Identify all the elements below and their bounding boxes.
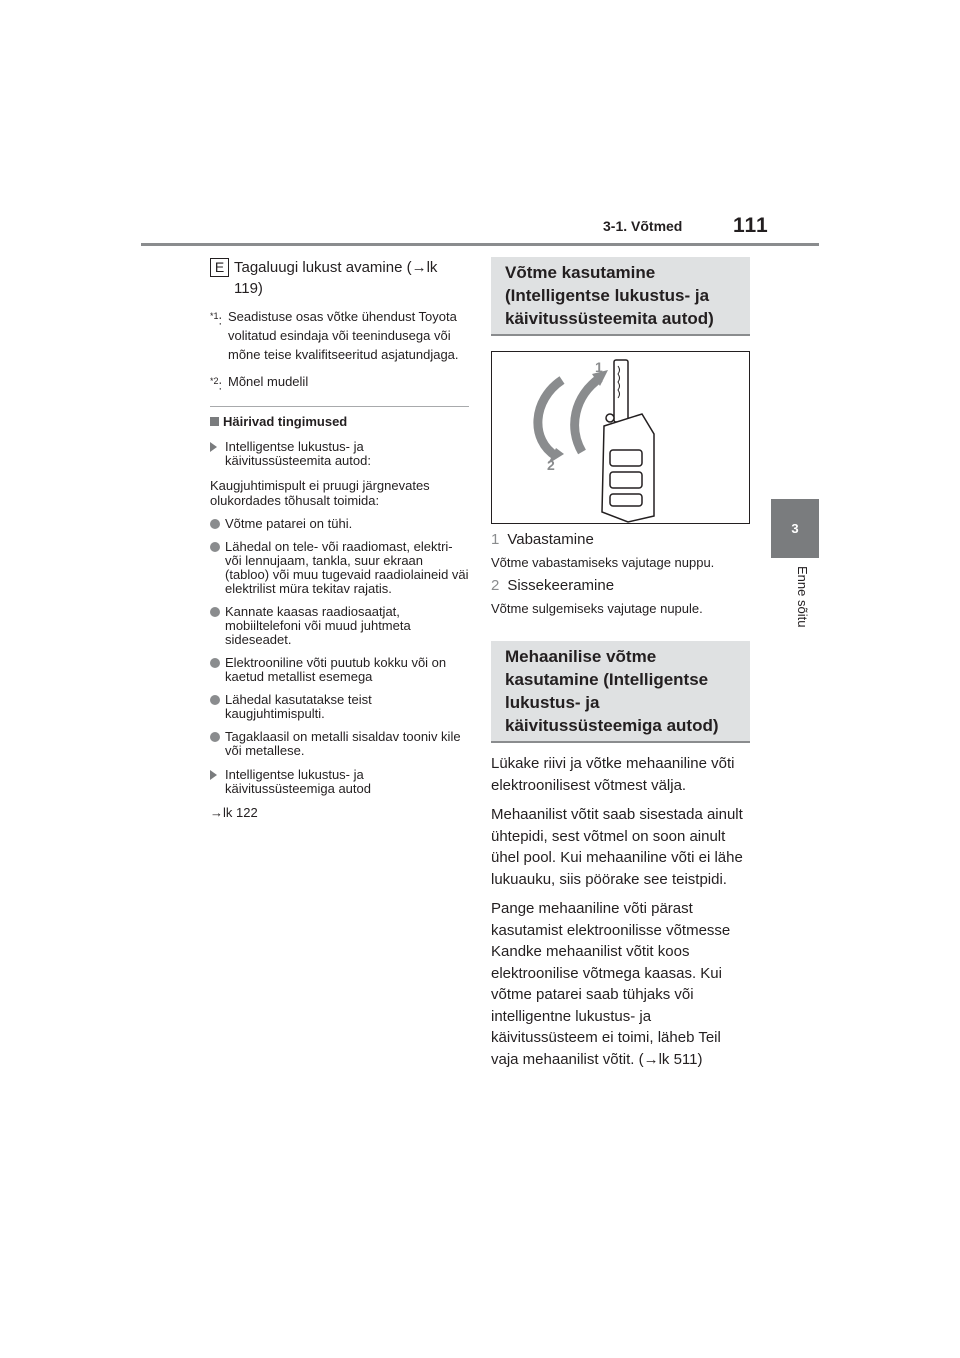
list-item: Tagaklaasil on metalli sisaldav tooniv kile või metallese. [210,730,469,758]
step-2: 2 Sissekeeramine [491,577,615,594]
list-item: Lähedal on tele- või raadiomast, elektri- või lennujaam, tankla, suur ekraan (tabloo) või muu tugevaid raadiolaineid väi elektrilist müra tekitav rajatis. [210,540,469,596]
section-title: 3-1. Võtmed [603,218,683,234]
item-e-text: Tagaluugi lukust avamine (→lk 119) [234,259,438,297]
paragraph: Mehaanilist võtit saab sisestada ainult ühtepidi, sest võtmel on soon ainult ühel pool. Kui mehaaniline võti ei lähe lukuauku, siis pöörake see teistpidi. [491,806,743,888]
arrow-item-1: Intelligentse lukustus- ja käivitussüsteemita autod: [210,440,469,468]
arrow-item-2: Intelligentse lukustus- ja käivitussüsteemiga autod [210,768,469,796]
header-rule [141,243,819,246]
release-button-icon [606,414,614,422]
footnote-1-text: Seadistuse osas võtke ühendust Toyota volitatud esindaja või teenindusega või mõne teise kvalifitseeritud asjatundjaga. [228,309,459,362]
bullet-dot-icon [210,519,220,529]
item-e-letter: E [210,258,229,277]
list-item: Elektrooniline võti puutub kokku või on kaetud metallist esemega [210,656,469,684]
list-item: Lähedal kasutatakse teist kaugjuhtimispulti. [210,693,469,721]
paragraph: Pange mehaaniline võti pärast kasutamist elektroonilisse võtmesse Kandke mehaanilist võtit koos elektroonilise võtmega kaasas. Kui võtme patarei saab tühjaks või intelligentne lukustus- ja käivitussüsteem ei toimi, läheb Teil vaja mehaanilist võtit. (→lk 511) [491,900,731,1068]
bullet-dot-icon [210,695,220,705]
fob-button-lock [610,450,642,466]
footnote-1-mark: $^{*1}$: [210,311,223,328]
footnote-1 [210,307,469,364]
subsection-heading: Häirivad tingimused [210,414,469,430]
page-number: 111 [733,214,769,237]
fob-button-trunk [610,494,642,506]
triangle-arrow-icon [210,770,217,780]
figure-label-1: 1 [595,359,603,375]
list-item: Kannate kaasas raadiosaatjat, mobiiltelefoni või muud juhtmeta sideseadet. [210,605,469,647]
list-item: Võtme patarei on tühi. [210,517,469,531]
page-reference-link[interactable]: →lk 122 [210,805,258,820]
chapter-tab: 3 [771,499,819,558]
bullet-dot-icon [210,542,220,552]
bullet-dot-icon [210,732,220,742]
paragraph: Lükake riivi ja võtke mehaaniline võti elektroonilisest võtmest välja. [491,755,735,794]
bullet-dot-icon [210,607,220,617]
step-2-description: Võtme sulgemiseks vajutage nupule. [491,601,703,616]
fob-button-unlock [610,472,642,488]
intro-text: Kaugjuhtimispult ei pruugi järgnevates olukordades tõhusalt toimida: [210,478,430,508]
key-blade-icon [614,360,628,422]
right-column [491,257,750,1070]
arrow-1-curve [575,378,600,452]
bullet-dot-icon [210,658,220,668]
step-1: 1 Vabastamine [491,531,594,548]
key-fold-svg [492,352,749,523]
left-column [210,257,469,820]
footnote-2 [210,372,469,391]
footnote-2-text: Mõnel mudelil [228,374,309,389]
item-e [210,257,469,299]
block-heading-key-usage: Võtme kasutamine (Intelligentse lukustus- ja käivitussüsteemita autod) [491,257,750,336]
arrow-2-curve [538,380,562,456]
separator [210,406,469,407]
triangle-arrow-icon [210,442,217,452]
square-icon [210,417,219,426]
figure-label-2: 2 [547,457,555,473]
block-heading-mechanical-key: Mehaanilise võtme kasutamine (Intelligentse lukustus- ja käivitussüsteemiga autod) [491,641,750,743]
footnote-2-mark: $^{*2}$: [210,376,223,393]
chapter-title: Enne sõitu [795,566,810,628]
step-1-description: Võtme vabastamiseks vajutage nuppu. [491,555,715,570]
key-illustration [491,351,750,524]
